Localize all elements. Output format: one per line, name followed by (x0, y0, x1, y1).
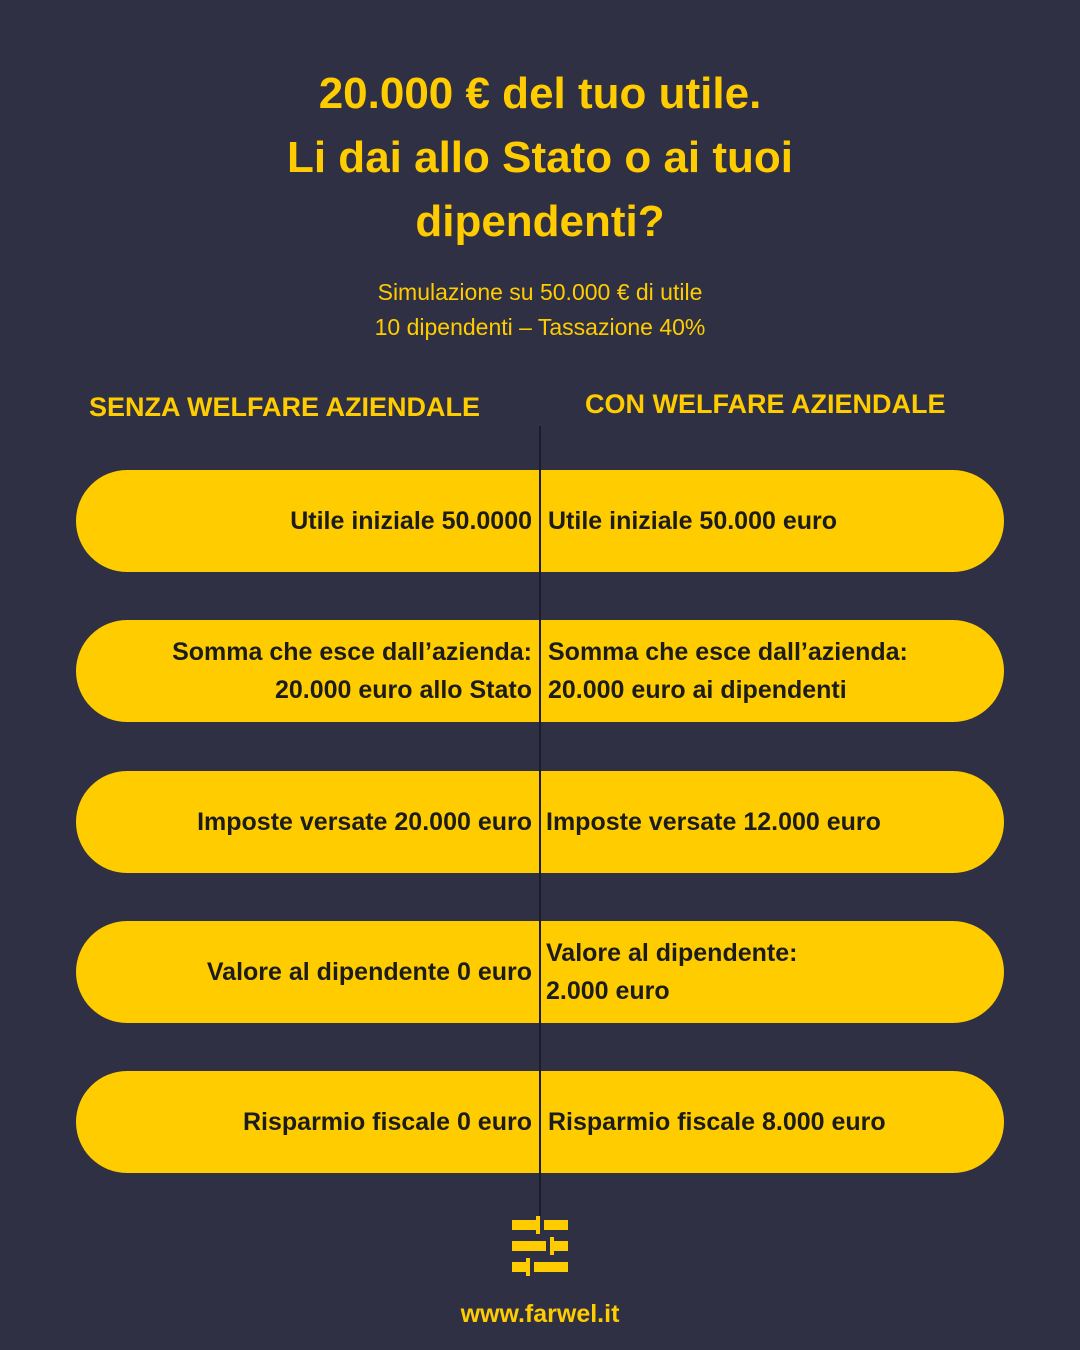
row-right-text: Somma che esce dall’azienda: 20.000 euro ai dipendenti (548, 638, 908, 704)
row-right-text: Valore al dipendente: 2.000 euro (546, 939, 798, 1005)
row-right-text: Imposte versate 12.000 euro (546, 808, 881, 836)
page-title (0, 62, 1080, 254)
subtitle-line: 10 dipendenti – Tassazione 40% (374, 314, 706, 340)
row-left-text: Risparmio fiscale 0 euro (242, 1108, 532, 1136)
row-right-text: Utile iniziale 50.000 euro (548, 507, 838, 535)
title-line: Li dai allo Stato o ai tuoi (286, 133, 794, 182)
row-left-text: Utile iniziale 50.0000 (290, 507, 532, 535)
column-header-left: SENZA WELFARE AZIENDALE (89, 392, 480, 422)
subtitle (0, 275, 1080, 345)
column-divider (539, 426, 541, 1216)
subtitle-line: Simulazione su 50.000 € di utile (377, 279, 703, 305)
title-line: dipendenti? (415, 197, 665, 246)
title-line: 20.000 € del tuo utile. (318, 69, 762, 118)
farwel-logo-icon (512, 1216, 570, 1276)
row-left-text: Somma che esce dall’azienda: 20.000 euro allo Stato (172, 638, 532, 704)
website-link[interactable]: www.farwel.it (460, 1300, 620, 1328)
column-header-right: CON WELFARE AZIENDALE (585, 389, 946, 419)
row-left-text: Imposte versate 20.000 euro (197, 808, 532, 836)
row-left-text: Valore al dipendente 0 euro (206, 958, 532, 986)
row-right-text: Risparmio fiscale 8.000 euro (548, 1108, 886, 1136)
